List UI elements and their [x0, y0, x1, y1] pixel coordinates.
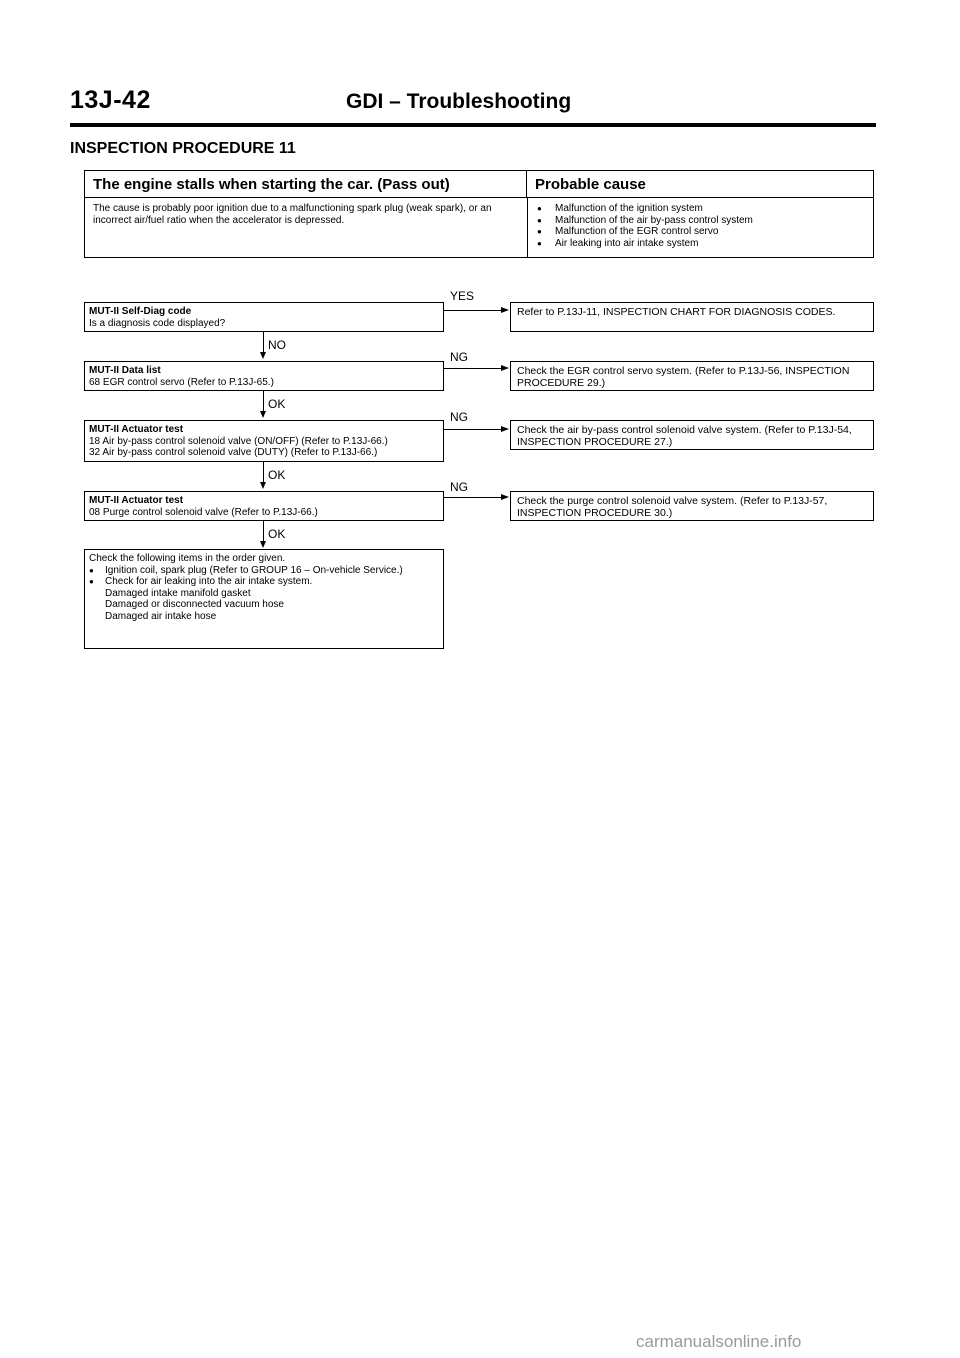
- branch-label-no: NO: [268, 338, 286, 352]
- cause-item: ● Malfunction of the ignition system: [537, 203, 867, 215]
- result-text: Check the air by-pass control solenoid valve system. (Refer to P.13J-54, INSPECTION PROCEDURE 27.): [517, 424, 852, 448]
- branch-label-ng: NG: [450, 410, 468, 424]
- branch-label-ok: OK: [268, 527, 286, 541]
- step-actuator-purge-box: [84, 491, 444, 521]
- step-text: 08 Purge control solenoid valve (Refer to P.13J-66.): [89, 506, 318, 518]
- arrow-right-icon: [501, 426, 509, 432]
- arrow-down-icon: [260, 482, 266, 489]
- result-text: Check the purge control solenoid valve system. (Refer to P.13J-57, INSPECTION PROCEDURE 30.): [517, 495, 828, 519]
- branch-label-ok: OK: [268, 468, 286, 482]
- step-text: Is a diagnosis code displayed?: [89, 317, 226, 329]
- step-title: MUT-II Self-Diag code: [89, 306, 192, 317]
- connector-line: [263, 391, 264, 412]
- connector-line: [444, 310, 502, 311]
- step-title: MUT-II Actuator test: [89, 424, 184, 435]
- connector-line: [444, 497, 502, 498]
- cause-item: ● Air leaking into air intake system: [537, 238, 867, 250]
- step-text: 18 Air by-pass control solenoid valve (ON/OFF) (Refer to P.13J-66.): [89, 435, 388, 447]
- probable-cause-header: Probable cause: [527, 171, 873, 198]
- cause-item: ● Malfunction of the EGR control servo: [537, 226, 867, 238]
- final-sub-item: Damaged or disconnected vacuum hose: [105, 599, 284, 610]
- arrow-down-icon: [260, 411, 266, 418]
- result-text: Check the EGR control servo system. (Refer to P.13J-56, INSPECTION PROCEDURE 29.): [517, 365, 850, 389]
- result-text: Refer to P.13J-11, INSPECTION CHART FOR DIAGNOSIS CODES.: [517, 306, 836, 318]
- final-bullet-item: ● Check for air leaking into the air intake system.: [89, 576, 439, 588]
- arrow-right-icon: [501, 494, 509, 500]
- step-title: MUT-II Data list: [89, 365, 161, 376]
- page-title: GDI – Troubleshooting: [346, 90, 572, 113]
- result-purge-box: [510, 491, 874, 521]
- branch-label-ok: OK: [268, 397, 286, 411]
- final-check-box: [84, 549, 444, 649]
- final-sub-item: Damaged air intake hose: [105, 610, 217, 622]
- connector-line: [444, 368, 502, 369]
- step-title: MUT-II Actuator test: [89, 495, 184, 506]
- table-divider: [527, 198, 528, 257]
- step-text: 32 Air by-pass control solenoid valve (DUTY) (Refer to P.13J-66.): [89, 447, 378, 458]
- branch-label-yes: YES: [450, 289, 475, 303]
- connector-line: [263, 462, 264, 483]
- connector-line: [263, 332, 264, 353]
- symptom-description: The cause is probably poor ignition due to a malfunctioning spark plug (weak spark), or an incorrect air/fuel ratio when the accelerator is depressed.: [93, 203, 492, 226]
- result-egr-box: [510, 361, 874, 391]
- connector-line: [444, 429, 502, 430]
- connector-line: [263, 521, 264, 542]
- final-bullet-item: ● Ignition coil, spark plug (Refer to GROUP 16 – On-vehicle Service.): [89, 565, 439, 577]
- arrow-down-icon: [260, 541, 266, 548]
- step-data-list-box: [84, 361, 444, 391]
- final-sub-item: Damaged intake manifold gasket: [105, 587, 251, 599]
- arrow-down-icon: [260, 352, 266, 359]
- final-check-list: [89, 565, 439, 623]
- result-diag-chart-box: [510, 302, 874, 332]
- header-rule: [70, 123, 876, 127]
- step-text: 68 EGR control servo (Refer to P.13J-65.): [89, 376, 274, 388]
- step-self-diag-box: [84, 302, 444, 332]
- branch-label-ng: NG: [450, 480, 468, 494]
- page-number: 13J-42: [70, 86, 151, 114]
- section-title: INSPECTION PROCEDURE 11: [70, 140, 296, 157]
- arrow-right-icon: [501, 307, 509, 313]
- symptom-cause-table: [84, 170, 874, 258]
- probable-cause-list: [537, 203, 867, 249]
- final-intro: Check the following items in the order given.: [89, 553, 286, 564]
- symptom-header: The engine stalls when starting the car. (Pass out): [85, 171, 527, 198]
- arrow-right-icon: [501, 365, 509, 371]
- step-actuator-airbypass-box: [84, 420, 444, 462]
- watermark: carmanualsonline.info: [636, 1332, 802, 1351]
- result-airbypass-box: [510, 420, 874, 450]
- cause-item: ● Malfunction of the air by-pass control system: [537, 215, 867, 227]
- branch-label-ng: NG: [450, 350, 468, 364]
